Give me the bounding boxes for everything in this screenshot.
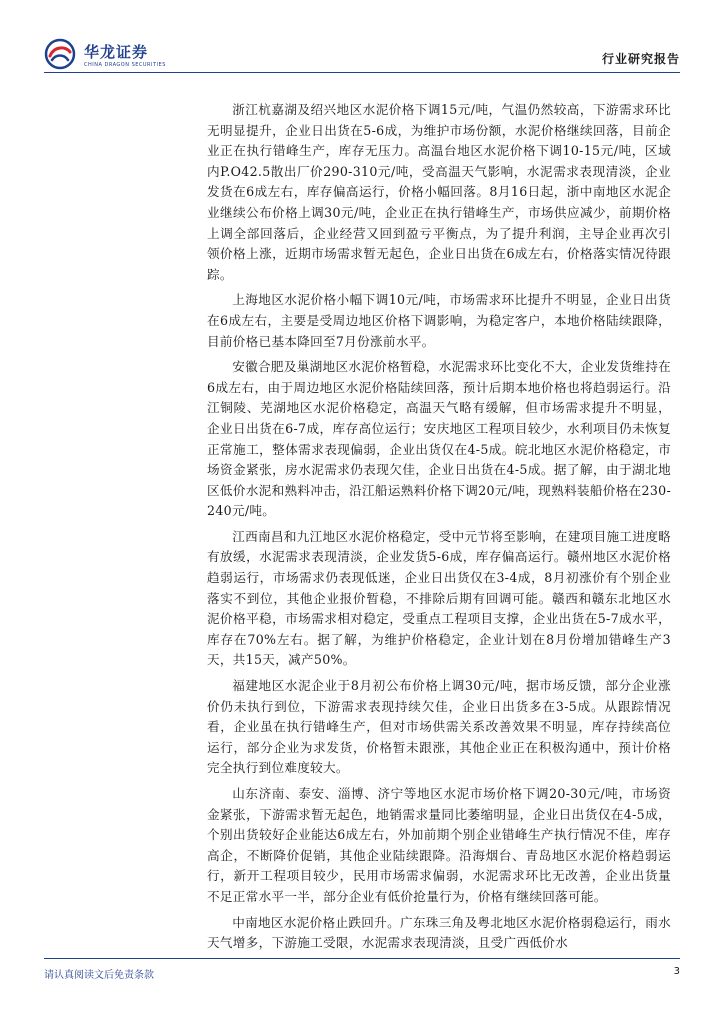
page-number: 3 [673,966,680,977]
paragraph-jiangxi: 江西南昌和九江地区水泥价格稳定，受中元节将至影响，在建项目施工进度略有放缓，水泥需求表现清淡，企业发货5-6成，库存偏高运行。赣州地区水泥价格趋弱运行，市场需求仍表现低迷，企业日出货仅在3-4成，8月初涨价有个别企业落实不到位，其他企业报价暂稳，不排除后期有回调可能。赣西和赣东北地区水泥价格平稳，市场需求相对稳定，受重点工程项目支撑，企业出货在5-7成水平，库存在70%左右。据了解，为维护价格稳定，企业计划在8月份增加错峰生产3天，共15天，减产50%。 [207,528,671,668]
paragraph-central-south: 中南地区水泥价格止跌回升。广东珠三角及粤北地区水泥价格弱稳运行，雨水天气增多，下游施工受限，水泥需求表现清淡，且受广西低价水 [207,914,671,951]
paragraph-anhui: 安徽合肥及巢湖地区水泥价格暂稳，水泥需求环比变化不大，企业发货维持在6成左右，由于周边地区水泥价格陆续回落，预计后期本地价格也将趋弱运行。沿江铜陵、芜湖地区水泥价格稳定，高温天气略有缓解，但市场需求提升不明显，企业日出货在6-7成，库存高位运行；安庆地区工程项目较少，水利项目仍未恢复正常施工，整体需求表现偏弱，企业出货仅在4-5成。皖北地区水泥价格稳定，市场资金紧张，房水泥需求仍表现欠佳，企业日出货在4-5成。据了解，由于湖北地区低价水泥和熟料冲击，沿江船运熟料价格下调20元/吨，现熟料装船价格在230-240元/吨。 [207,359,671,519]
disclaimer-note: 请认真阅读文后免责条款 [44,970,154,981]
logo-chinese-name: 华龙证券 [84,43,149,61]
paragraph-fujian: 福建地区水泥企业于8月初公布价格上调30元/吨，据市场反馈，部分企业涨价仍未执行到位，下游需求表现持续欠佳，企业日出货多在3-5成。从跟踪情况看，企业虽在执行错峰生产，但对市场供需关系改善效果不明显，库存持续高位运行，部分企业为求发货，价格暂未跟涨，其他企业正在积极沟通中，预计价格完全执行到位难度较大。 [207,678,671,776]
page-header [0,0,724,80]
page-footer [44,940,680,980]
dragon-logo-icon [44,38,76,70]
footer-divider [44,958,680,959]
paragraph-shandong: 山东济南、泰安、淄博、济宁等地区水泥市场价格下调20-30元/吨，市场资金紧张，下游需求暂无起色，地销需求量同比萎缩明显，企业日出货仅在4-5成，个别出货较好企业能达6成左右，外加前期个别企业错峰生产执行情况不佳，库存高企，不断降价促销，其他企业陆续跟降。沿海烟台、青岛地区水泥价格趋弱运行，新开工程项目较少，民用市场需求偏弱，水泥需求环比无改善，企业出货量不足正常水平一半，部分企业有低价抢量行为，价格有继续回落可能。 [207,786,671,904]
report-body [207,100,671,959]
paragraph-zhejiang: 浙江杭嘉湖及绍兴地区水泥价格下调15元/吨，气温仍然较高，下游需求环比无明显提升，企业日出货在5-6成，为维护市场份额，水泥价格继续回落，目前企业正在执行错峰生产，库存无压力。高温台地区水泥价格下调10-15元/吨，区域内P.O42.5散出厂价290-310元/吨，受高温天气影响，水泥需求表现清淡，企业发货在6成左右，库存偏高运行，价格小幅回落。8月16日起，浙中南地区水泥企业继续公布价格上调30元/吨，企业正在执行错峰生产，市场供应减少，前期价格上调全部回落后，企业经营又回到盈亏平衡点，为了提升利润，主导企业再次引领价格上涨，近期市场需求暂无起色，企业日出货在6成左右，价格落实情况待跟踪。 [207,102,671,282]
report-type-label: 行业研究报告 [601,52,680,66]
paragraph-shanghai: 上海地区水泥价格小幅下调10元/吨，市场需求环比提升不明显，企业日出货在6成左右，主要是受周边地区价格下调影响，为稳定客户，本地价格陆续跟降，目前价格已基本降回至7月份涨前水平。 [207,292,671,349]
header-divider [44,72,680,73]
logo-english-name: CHINA DRAGON SECURITIES [84,62,166,68]
